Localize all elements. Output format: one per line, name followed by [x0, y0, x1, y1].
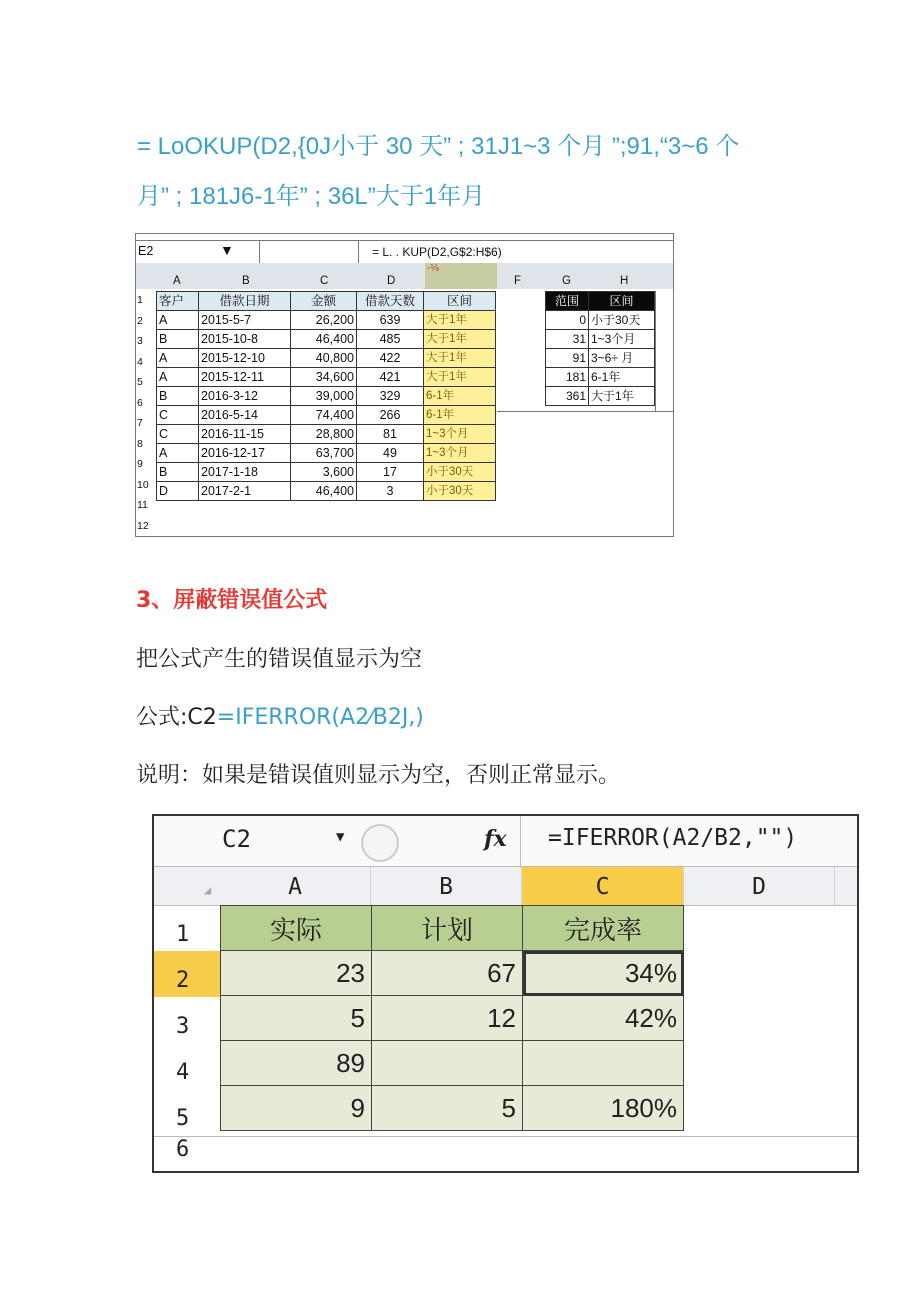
cell[interactable]: 361	[546, 387, 589, 406]
column-header-a[interactable]: A	[220, 867, 371, 905]
row-number[interactable]: 12	[137, 520, 149, 532]
cell[interactable]: 422	[357, 349, 424, 368]
table-row	[157, 406, 496, 425]
cell[interactable]	[523, 1041, 684, 1086]
cell[interactable]: 2017-1-18	[199, 463, 291, 482]
table-row	[157, 330, 496, 349]
row-number[interactable]: 6	[176, 1137, 190, 1162]
table-row	[157, 463, 496, 482]
cell[interactable]: 3,600	[291, 463, 357, 482]
cell[interactable]: 大于1年	[424, 349, 496, 368]
note-paragraph: 说明：如果是错误值则显示为空，否则正常显示。	[136, 763, 621, 788]
chevron-down-icon[interactable]: ▼	[220, 242, 234, 258]
cell[interactable]: B	[157, 387, 199, 406]
row-number[interactable]: 4	[176, 1060, 190, 1085]
cell[interactable]: 639	[357, 311, 424, 330]
table-row	[221, 1086, 684, 1131]
table-row	[221, 996, 684, 1041]
cell[interactable]: B	[157, 330, 199, 349]
table-row	[157, 444, 496, 463]
cell[interactable]: 6-1年	[589, 368, 655, 387]
formula-paragraph	[136, 700, 424, 731]
chevron-down-icon[interactable]: ▼	[336, 829, 345, 845]
table-row	[546, 311, 655, 330]
table-row	[546, 330, 655, 349]
cell[interactable]: 23	[221, 951, 372, 996]
cell[interactable]: 485	[357, 330, 424, 349]
row-number[interactable]: 11	[137, 499, 148, 511]
cell[interactable]: 2016-11-15	[199, 425, 291, 444]
row-number[interactable]: 4	[137, 356, 143, 368]
row-number[interactable]: 10	[137, 479, 149, 491]
cell[interactable]: 266	[357, 406, 424, 425]
cell[interactable]: 2016-5-14	[199, 406, 291, 425]
column-header-d[interactable]: D	[387, 275, 396, 287]
column-header-c[interactable]: C	[522, 867, 684, 905]
cell[interactable]: 81	[357, 425, 424, 444]
function-icon[interactable]: fx	[484, 826, 507, 852]
cell[interactable]: 小于30天	[424, 463, 496, 482]
cell[interactable]: 3	[357, 482, 424, 501]
header-completion-rate[interactable]: 完成率	[523, 906, 684, 951]
cell[interactable]: 大于1年	[424, 368, 496, 387]
cell[interactable]: 46,400	[291, 482, 357, 501]
table-row	[157, 387, 496, 406]
row-number[interactable]: 8	[137, 438, 143, 450]
cell[interactable]: 5	[221, 996, 372, 1041]
table-row	[221, 951, 684, 996]
cell[interactable]: 180%	[523, 1086, 684, 1131]
header-actual[interactable]: 实际	[221, 906, 372, 951]
column-header-f[interactable]: F	[514, 275, 522, 287]
table-header-row	[546, 292, 655, 311]
cell[interactable]: 17	[357, 463, 424, 482]
selected-cell[interactable]: 34%	[523, 951, 684, 996]
cell[interactable]: 89	[221, 1041, 372, 1086]
column-header-row	[154, 867, 857, 906]
cell[interactable]: 2015-5-7	[199, 311, 291, 330]
header-amount[interactable]: 金额	[291, 292, 357, 311]
header-loan-date[interactable]: 借款日期	[199, 292, 291, 311]
cell[interactable]: 大于1年	[424, 311, 496, 330]
table-row	[157, 425, 496, 444]
divider	[358, 241, 359, 263]
column-header-h[interactable]: H	[620, 275, 629, 287]
table-row	[221, 1041, 684, 1086]
cell[interactable]: 421	[357, 368, 424, 387]
cell[interactable]: 26,200	[291, 311, 357, 330]
column-header-g[interactable]: G	[562, 275, 571, 287]
cell[interactable]: 2015-12-10	[199, 349, 291, 368]
range-lookup-table	[545, 291, 655, 406]
column-header-e-label: -⅛	[427, 263, 439, 274]
loan-table	[156, 291, 496, 501]
cell[interactable]: 9	[221, 1086, 372, 1131]
cell[interactable]: 42%	[523, 996, 684, 1041]
formula-input[interactable]: =IFERROR(A2/B2,"")	[548, 825, 798, 851]
spreadsheet-lookup	[135, 233, 674, 537]
cell[interactable]: 63,700	[291, 444, 357, 463]
row-number[interactable]: 3	[176, 1014, 190, 1039]
row-number[interactable]: 6	[137, 397, 143, 409]
cell[interactable]: 39,000	[291, 387, 357, 406]
cell[interactable]: 2015-12-11	[199, 368, 291, 387]
cell[interactable]: 1~3个月	[424, 444, 496, 463]
row-number[interactable]: 3	[137, 335, 143, 347]
row-number[interactable]: 5	[176, 1106, 190, 1131]
table-row	[546, 387, 655, 406]
cell[interactable]: C	[157, 406, 199, 425]
table-row	[546, 349, 655, 368]
completion-table	[220, 905, 684, 1131]
header-customer[interactable]: 客户	[157, 292, 199, 311]
cell[interactable]: 31	[546, 330, 589, 349]
column-header-b[interactable]: B	[371, 867, 522, 905]
table-row	[157, 368, 496, 387]
cell[interactable]: 0	[546, 311, 589, 330]
cell[interactable]: 67	[372, 951, 523, 996]
cell[interactable]: 小于30天	[589, 311, 655, 330]
formula-input[interactable]: = L. . KUP(D2,G$2:H$6)	[372, 245, 502, 259]
cell[interactable]: 1~3个月	[424, 425, 496, 444]
cell[interactable]: 34,600	[291, 368, 357, 387]
header-range[interactable]: 范围	[546, 292, 589, 311]
cell[interactable]: 2016-3-12	[199, 387, 291, 406]
row-number[interactable]: 7	[137, 417, 143, 429]
row-number-active[interactable]: 2	[154, 951, 220, 997]
section-heading: 3、屏蔽错误值公式	[136, 588, 328, 613]
row-number[interactable]: 1	[176, 922, 190, 947]
cell[interactable]: 5	[372, 1086, 523, 1131]
header-interval[interactable]: 区间	[424, 292, 496, 311]
cell[interactable]: 181	[546, 368, 589, 387]
column-header-a[interactable]: A	[173, 275, 181, 287]
cell[interactable]: 2015-10-8	[199, 330, 291, 349]
cell[interactable]: 2017-2-1	[199, 482, 291, 501]
formula-bar	[154, 816, 857, 867]
column-header-d[interactable]: D	[684, 867, 835, 905]
section-description: 把公式产生的错误值显示为空	[136, 647, 423, 672]
table-row	[546, 368, 655, 387]
header-plan[interactable]: 计划	[372, 906, 523, 951]
cell[interactable]: 40,800	[291, 349, 357, 368]
divider	[259, 241, 260, 263]
name-box[interactable]: E2	[138, 244, 154, 258]
table-header-row	[221, 906, 684, 951]
cell[interactable]: 329	[357, 387, 424, 406]
header-interval[interactable]: 区间	[589, 292, 655, 311]
cell[interactable]: 小于30天	[424, 482, 496, 501]
cell[interactable]: A	[157, 368, 199, 387]
row-number[interactable]: 1	[137, 294, 143, 306]
cell[interactable]: 91	[546, 349, 589, 368]
row-number[interactable]: 5	[137, 376, 143, 388]
divider	[520, 816, 521, 866]
cell[interactable]: 大于1年	[424, 330, 496, 349]
header-days[interactable]: 借款天数	[357, 292, 424, 311]
cell[interactable]: 1~3个月	[589, 330, 655, 349]
divider	[655, 291, 656, 412]
cell[interactable]: 49	[357, 444, 424, 463]
cell[interactable]: 大于1年	[589, 387, 655, 406]
cell[interactable]: D	[157, 482, 199, 501]
column-header-b[interactable]: B	[242, 275, 250, 287]
cancel-circle-icon[interactable]	[361, 824, 399, 862]
table-row	[157, 349, 496, 368]
name-box[interactable]: C2	[222, 825, 251, 853]
cell[interactable]: A	[157, 444, 199, 463]
divider	[497, 411, 673, 412]
cell[interactable]: A	[157, 311, 199, 330]
formula-text-line-2: 月” ; 181J6-1年” ; 36L”大于1年月	[137, 183, 486, 210]
cell[interactable]: 46,400	[291, 330, 357, 349]
row-number[interactable]: 9	[137, 458, 143, 470]
cell[interactable]: C	[157, 425, 199, 444]
row-number[interactable]: 2	[137, 315, 143, 327]
table-header-row	[157, 292, 496, 311]
cell[interactable]: 6-1年	[424, 387, 496, 406]
formula-label: 公式:C2	[136, 705, 217, 730]
cell[interactable]: 74,400	[291, 406, 357, 425]
column-header-row	[136, 263, 673, 289]
cell[interactable]: 2016-12-17	[199, 444, 291, 463]
cell[interactable]: 12	[372, 996, 523, 1041]
table-row	[157, 311, 496, 330]
cell[interactable]	[372, 1041, 523, 1086]
formula-expression: =IFERROR(A2⁄B2J,)	[216, 705, 424, 730]
cell[interactable]: 3~6÷ 月	[589, 349, 655, 368]
divider	[154, 1136, 857, 1137]
cell[interactable]: 6-1年	[424, 406, 496, 425]
formula-bar	[136, 240, 673, 264]
cell[interactable]: A	[157, 349, 199, 368]
column-header-c[interactable]: C	[320, 275, 329, 287]
cell[interactable]: 28,800	[291, 425, 357, 444]
table-row	[157, 482, 496, 501]
spreadsheet-iferror	[152, 814, 859, 1173]
select-all-icon[interactable]: ◢	[204, 883, 212, 897]
formula-text-line-1: = LoOKUP(D2,{0J小于 30 天” ; 31J1~3 个月 ”;91,“3~6 个	[137, 133, 740, 160]
cell[interactable]: B	[157, 463, 199, 482]
